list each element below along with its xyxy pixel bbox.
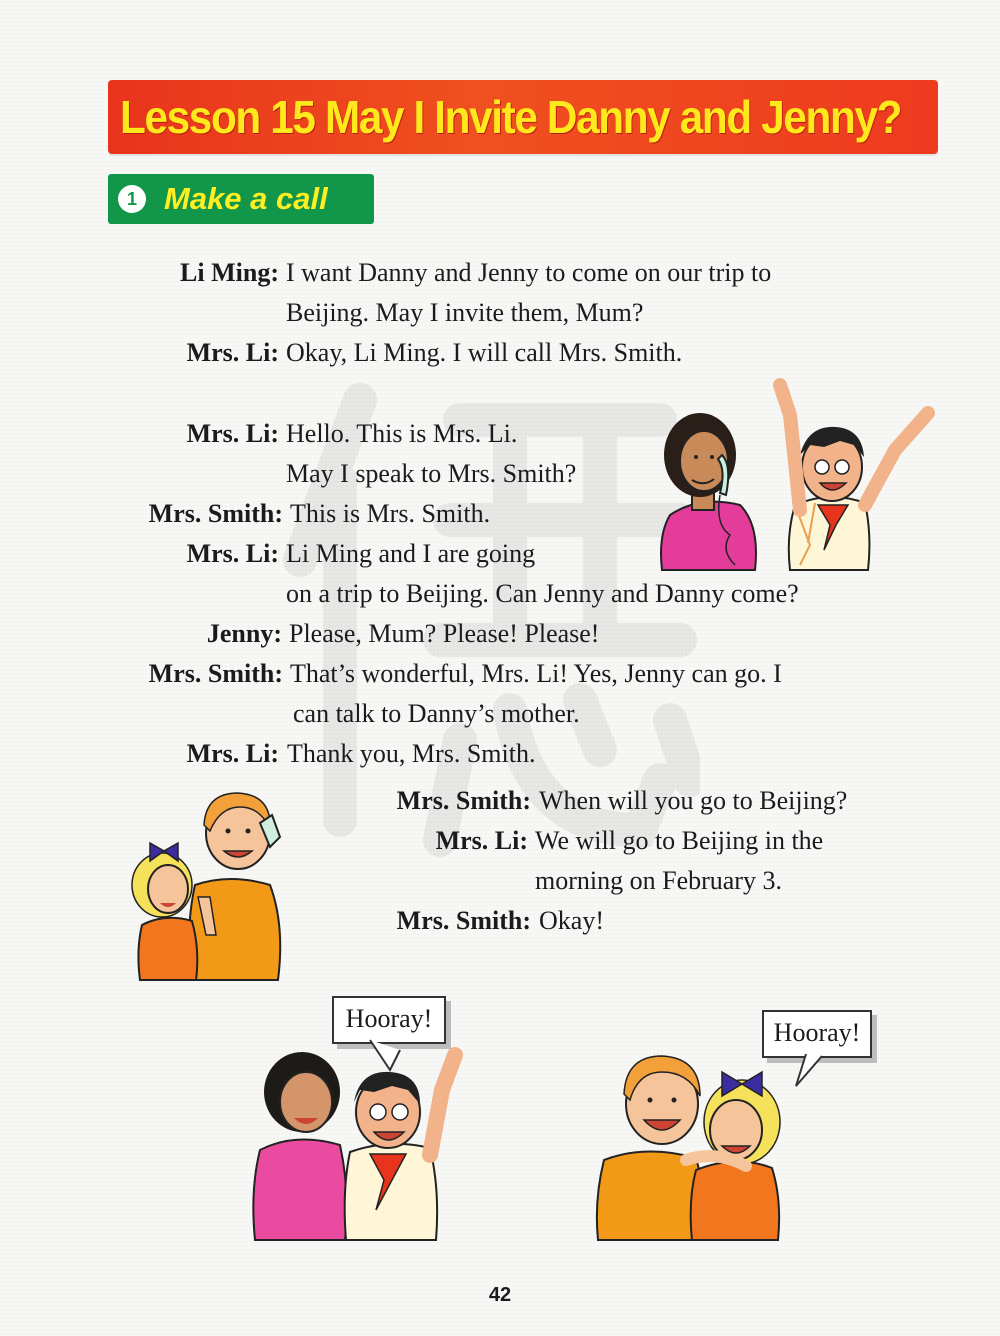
dialogue-line: Hello. This is Mrs. Li.: [286, 419, 518, 448]
speaker-label: Jenny:: [206, 619, 282, 648]
dialogue-line: Thank you, Mrs. Smith.: [287, 739, 536, 768]
speaker-label: Mrs. Smith:: [396, 906, 531, 935]
dialogue-line: Beijing. May I invite them, Mum?: [286, 298, 644, 327]
page-number: 42: [488, 1284, 512, 1306]
dialogue-line: Okay!: [539, 906, 604, 935]
dialogue-line: That’s wonderful, Mrs. Li! Yes, Jenny can go. I: [290, 659, 782, 688]
lesson-title: Lesson 15 May I Invite Danny and Jenny?: [120, 91, 902, 143]
speaker-label: Mrs. Li:: [186, 419, 279, 448]
dialogue-line: This is Mrs. Smith.: [290, 499, 491, 528]
mrs-li-and-li-ming-hooray-illustration: [250, 1040, 480, 1240]
speaker-label: Mrs. Li:: [435, 826, 528, 855]
section-title: Make a call: [164, 181, 328, 216]
jenny-and-mrs-smith-illustration: [120, 785, 310, 980]
speaker-label: Mrs. Smith:: [148, 499, 283, 528]
dialogue-line: May I speak to Mrs. Smith?: [286, 459, 577, 488]
dialogue-line: Okay, Li Ming. I will call Mrs. Smith.: [286, 338, 683, 367]
speaker-label: Mrs. Li:: [186, 338, 279, 367]
speaker-label: Mrs. Li:: [186, 539, 279, 568]
speaker-label: Mrs. Li:: [186, 739, 279, 768]
mrs-li-and-li-ming-illustration: [640, 375, 940, 570]
speech-bubble: Hooray!: [762, 1010, 872, 1058]
speaker-label: Mrs. Smith:: [396, 786, 531, 815]
dialogue-line: can talk to Danny’s mother.: [293, 699, 580, 728]
dialogue-line: When will you go to Beijing?: [539, 786, 848, 815]
speech-bubble: Hooray!: [332, 996, 446, 1044]
speaker-label: Mrs. Smith:: [148, 659, 283, 688]
dialogue-line: Please, Mum? Please! Please!: [289, 619, 600, 648]
section-number: 1: [118, 185, 146, 213]
dialogue-line: We will go to Beijing in the: [535, 826, 824, 855]
danny-and-jenny-hooray-illustration: [596, 1050, 826, 1240]
dialogue-line: on a trip to Beijing. Can Jenny and Danny come?: [286, 579, 799, 608]
dialogue-line: Li Ming and I are going: [286, 539, 536, 568]
dialogue-line: morning on February 3.: [535, 866, 782, 895]
speaker-label: Li Ming:: [180, 258, 279, 287]
dialogue-line: I want Danny and Jenny to come on our trip to: [286, 258, 772, 287]
